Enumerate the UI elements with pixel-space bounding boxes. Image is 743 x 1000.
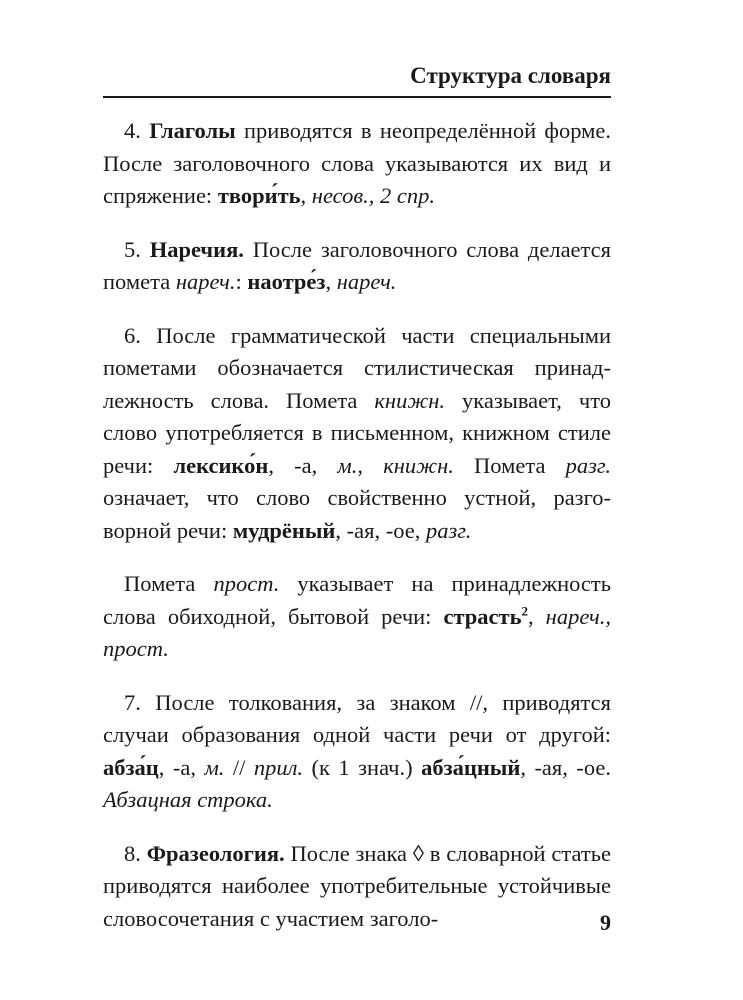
term-adverbs: Наречия.	[149, 236, 244, 262]
paragraph-text: Помета	[124, 571, 214, 596]
paragraph-text: , -а,	[268, 452, 338, 478]
paragraph-text: , -ая, -ое,	[335, 517, 426, 543]
page-number: 9	[600, 910, 611, 935]
punctuation: ,	[300, 183, 312, 208]
paragraph-phraseology	[103, 838, 611, 936]
example-headword: лексико́н	[173, 452, 269, 478]
paragraph-text: , -ая, -ое.	[520, 754, 611, 780]
paragraph-verbs	[103, 115, 611, 213]
grammar-marks: м., книжн.	[337, 452, 454, 478]
punctuation: ,	[325, 269, 337, 294]
paragraph-number: 4.	[124, 118, 150, 143]
paragraph-number: 5.	[124, 236, 150, 262]
example-headword: наотре́з	[247, 269, 326, 294]
grammar-marks: несов., 2 спр.	[311, 183, 435, 208]
term-phraseology: Фразеология.	[146, 840, 285, 866]
paragraph-text: , -а,	[158, 754, 205, 780]
grammar-mark: нареч.	[175, 269, 236, 294]
paragraph-text: //	[224, 754, 254, 780]
term-verbs: Глаголы	[149, 118, 236, 143]
paragraph-text: указывает, что слово употребляется в письменном, книжном стиле речи:	[103, 387, 611, 478]
paragraph-text: означает, что слово свойственно устной, разговорной речи:	[103, 485, 611, 543]
paragraph-text: После заголовочного слова делается помета	[103, 236, 611, 294]
style-mark: разг.	[425, 517, 472, 543]
grammar-mark: м.	[204, 754, 225, 780]
paragraph-text: приводятся в неопределённой форме. После заголовочного слова указываются их вид и спряжение:	[103, 118, 612, 208]
paragraph-derivation	[103, 687, 611, 817]
example-headword: мудрёный	[232, 517, 336, 543]
punctuation: :	[235, 269, 248, 294]
page-body	[103, 115, 611, 935]
example-headword: твори́ть	[217, 183, 301, 208]
grammar-mark: прил.	[253, 754, 304, 780]
paragraph-stylistic-marks	[103, 320, 611, 548]
paragraph-text: 7. После толкования, за знаком //, приводятся случаи образования одной части речи от другой:	[103, 689, 611, 747]
style-mark: прост.	[213, 571, 280, 596]
grammar-mark: нареч.	[336, 269, 397, 294]
style-mark: разг.	[565, 452, 612, 478]
punctuation: ,	[527, 603, 546, 629]
paragraph-number: 8.	[124, 840, 147, 866]
example-headword: абза́цный	[421, 754, 521, 780]
grammar-marks: нареч., прост.	[103, 603, 611, 661]
paragraph-colloquial-mark	[103, 568, 611, 666]
paragraph-text: После знака ◊ в словарной статье приводятся наиболее употребительные устойчивые словосочетания с участием заголо-	[103, 840, 612, 931]
example-headword: страсть	[443, 603, 522, 629]
paragraph-adverbs	[103, 234, 611, 299]
paragraph-text: указывает на принадлежность слова обиходной, бытовой речи:	[103, 571, 612, 629]
paragraph-text: (к 1 знач.)	[303, 754, 422, 780]
running-header	[103, 60, 611, 98]
example-headword: абза́ц	[103, 754, 159, 780]
paragraph-text: 6. После грамматической части специальными пометами обозначается стилистическая принадлежность слова. Помета	[103, 322, 611, 413]
homonym-index: 2	[521, 603, 528, 618]
paragraph-text: Помета	[453, 452, 566, 478]
usage-illustration: Абзацная строка.	[103, 787, 273, 812]
running-header-title: Структура словаря	[410, 63, 611, 88]
style-mark: книжн.	[374, 387, 446, 413]
